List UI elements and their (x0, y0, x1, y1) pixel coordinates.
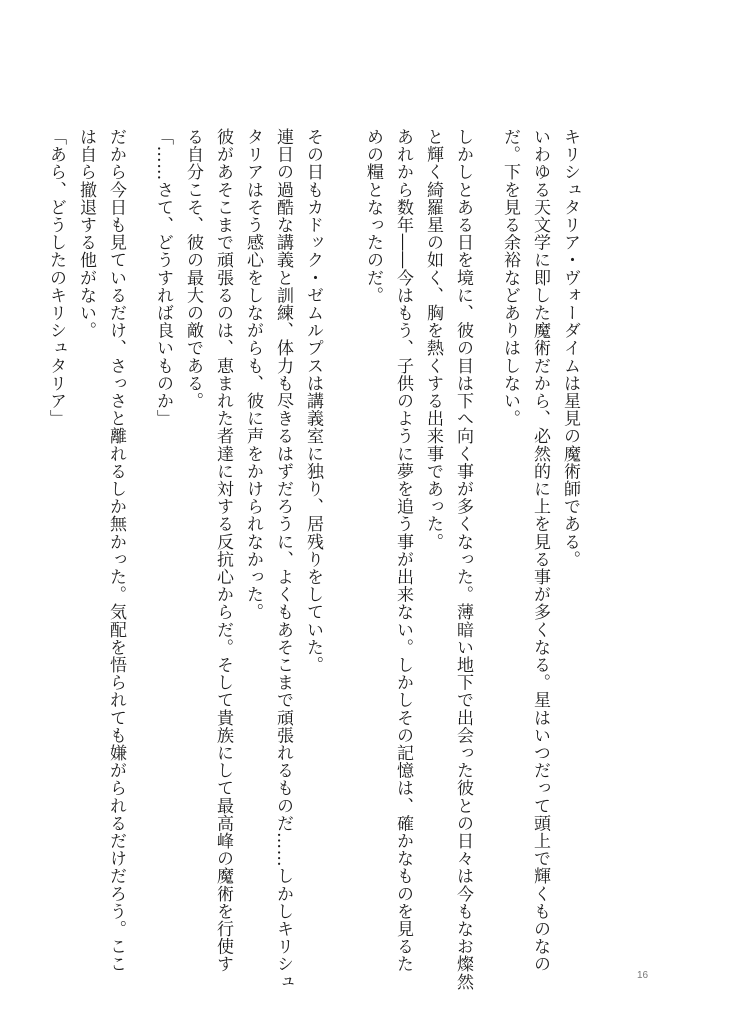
text-line: いわゆる天文学に即した魔術だから、必然的に上を見る事が多くなる。星はいつだって頭上で輝くものなの (530, 128, 550, 973)
vertical-body-text (41, 128, 602, 991)
text-line: 「あら、どうしたのキリシュタリア」 (46, 128, 66, 428)
text-line: めの糧となったのだ。 (363, 128, 383, 304)
text-line: キリシュタリア・ヴォーダイムは星見の魔術師である。 (560, 128, 580, 568)
text-line: と輝く綺羅星の如く、胸を熱くする出来事であった。 (423, 128, 443, 551)
text-line: しかしとある日を境に、彼の目は下へ向く事が多くなった。薄暗い地下で出会った彼との日々は今もなお燦然 (453, 128, 473, 991)
text-line: あれから数年――今はもう、子供のように夢を追う事が出来ない。しかしその記憶は、確かなものを見るた (393, 128, 413, 973)
text-line: タリアはそう感心をしながらも、彼に声をかけられなかった。 (243, 128, 263, 621)
text-line: だ。下を見る余裕などありはしない。 (500, 128, 520, 428)
section-break (328, 128, 358, 928)
text-line: は自ら撤退する他がない。 (76, 128, 96, 340)
text-line: だから今日も見ているだけ、さっさと離れるしか無かった。気配を悟られても嫌がられるだけだろう。ここ (106, 128, 126, 973)
page-number: 16 (637, 970, 649, 981)
text-line: 連日の過酷な講義と訓練、体力も尽きるはずだろうに、よくもあそこまで頑張れるものだ……しかしキリシュ (273, 128, 293, 991)
text-line: 「……さて、どうすれば良いものか」 (153, 128, 173, 428)
text-line: 彼があそこまで頑張るのは、恵まれた者達に対する反抗心からだ。そして貴族にして最高峰の魔術を行使す (213, 128, 233, 973)
text-line: る自分こそ、彼の最大の敵である。 (183, 128, 203, 410)
text-line: その日もカドック・ゼムルプスは講義室に独り、居残りをしていた。 (303, 128, 323, 674)
